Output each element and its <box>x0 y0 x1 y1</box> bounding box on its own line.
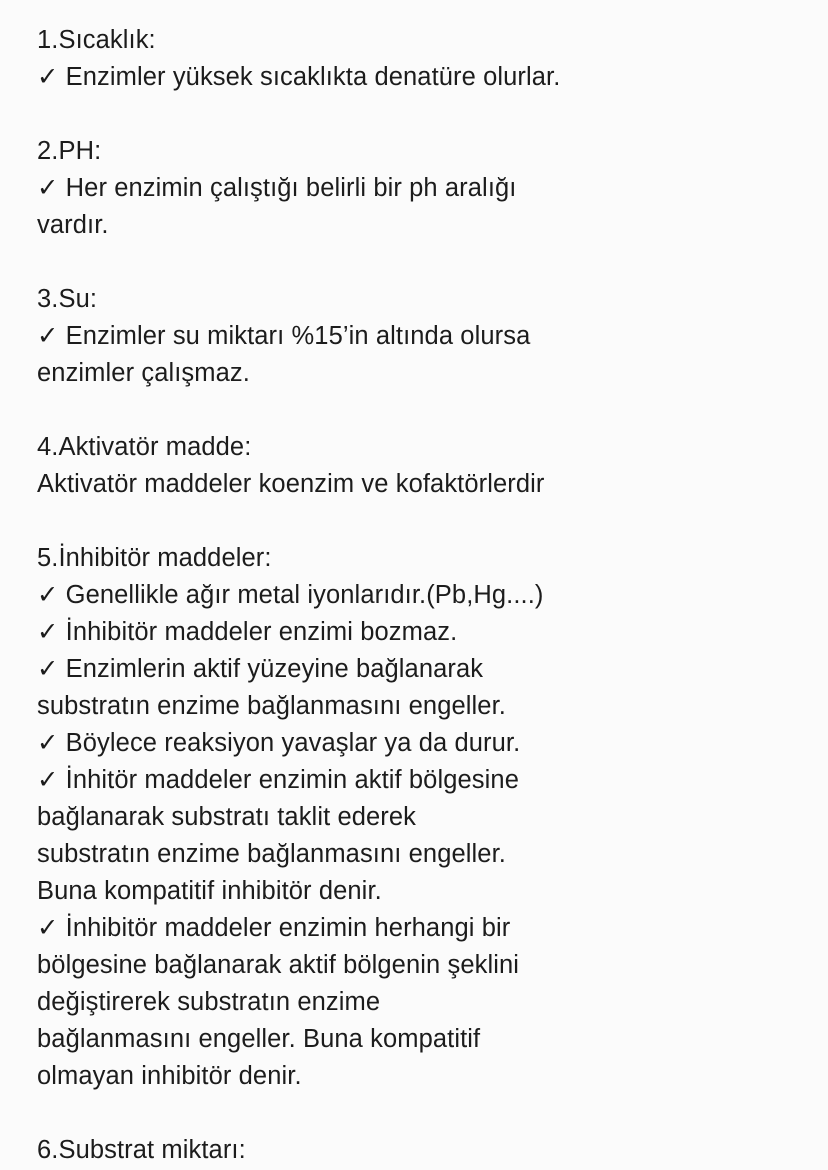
heading-substrate: 6.Substrat miktarı: <box>37 1136 246 1164</box>
bullet-inhibitor-1: ✓ Genellikle ağır metal iyonlarıdır.(Pb,Hg....) <box>37 581 544 609</box>
bullet-inhibitor-3: ✓ Enzimlerin aktif yüzeyine bağlanarak <box>37 655 484 683</box>
bullet-inhibitor-3-cont: substratın enzime bağlanmasını engeller. <box>37 692 506 720</box>
bullet-temperature: ✓ Enzimler yüksek sıcaklıkta denatüre olurlar. <box>37 63 561 91</box>
bullet-ph-cont: vardır. <box>37 211 109 239</box>
bullet-inhibitor-5-cont2: substratın enzime bağlanmasını engeller. <box>37 840 506 868</box>
heading-inhibitor: 5.İnhibitör maddeler: <box>37 544 272 572</box>
bullet-inhibitor-6: ✓ İnhibitör maddeler enzimin herhangi bir <box>37 914 511 942</box>
bullet-ph: ✓ Her enzimin çalıştığı belirli bir ph aralığı <box>37 174 517 202</box>
bullet-water: ✓ Enzimler su miktarı %15’in altında olursa <box>37 322 531 350</box>
bullet-inhibitor-6-cont4: olmayan inhibitör denir. <box>37 1062 302 1090</box>
bullet-inhibitor-6-cont1: bölgesine bağlanarak aktif bölgenin şeklini <box>37 951 520 979</box>
bullet-water-cont: enzimler çalışmaz. <box>37 359 250 387</box>
bullet-inhibitor-6-cont2: değiştirerek substratın enzime <box>37 988 381 1016</box>
heading-ph: 2.PH: <box>37 137 102 165</box>
bullet-inhibitor-6-cont3: bağlanmasını engeller. Buna kompatitif <box>37 1025 481 1053</box>
bullet-inhibitor-4: ✓ Böylece reaksiyon yavaşlar ya da durur. <box>37 729 521 757</box>
bullet-inhibitor-5: ✓ İnhitör maddeler enzimin aktif bölgesine <box>37 766 519 794</box>
bullet-inhibitor-5-cont1: bağlanarak substratı taklit ederek <box>37 803 417 831</box>
bullet-inhibitor-2: ✓ İnhibitör maddeler enzimi bozmaz. <box>37 618 458 646</box>
text-activator: Aktivatör maddeler koenzim ve kofaktörlerdir <box>37 470 545 498</box>
heading-temperature: 1.Sıcaklık: <box>37 26 156 54</box>
bullet-inhibitor-5-cont3: Buna kompatitif inhibitör denir. <box>37 877 382 905</box>
heading-water: 3.Su: <box>37 285 98 313</box>
heading-activator: 4.Aktivatör madde: <box>37 433 252 461</box>
